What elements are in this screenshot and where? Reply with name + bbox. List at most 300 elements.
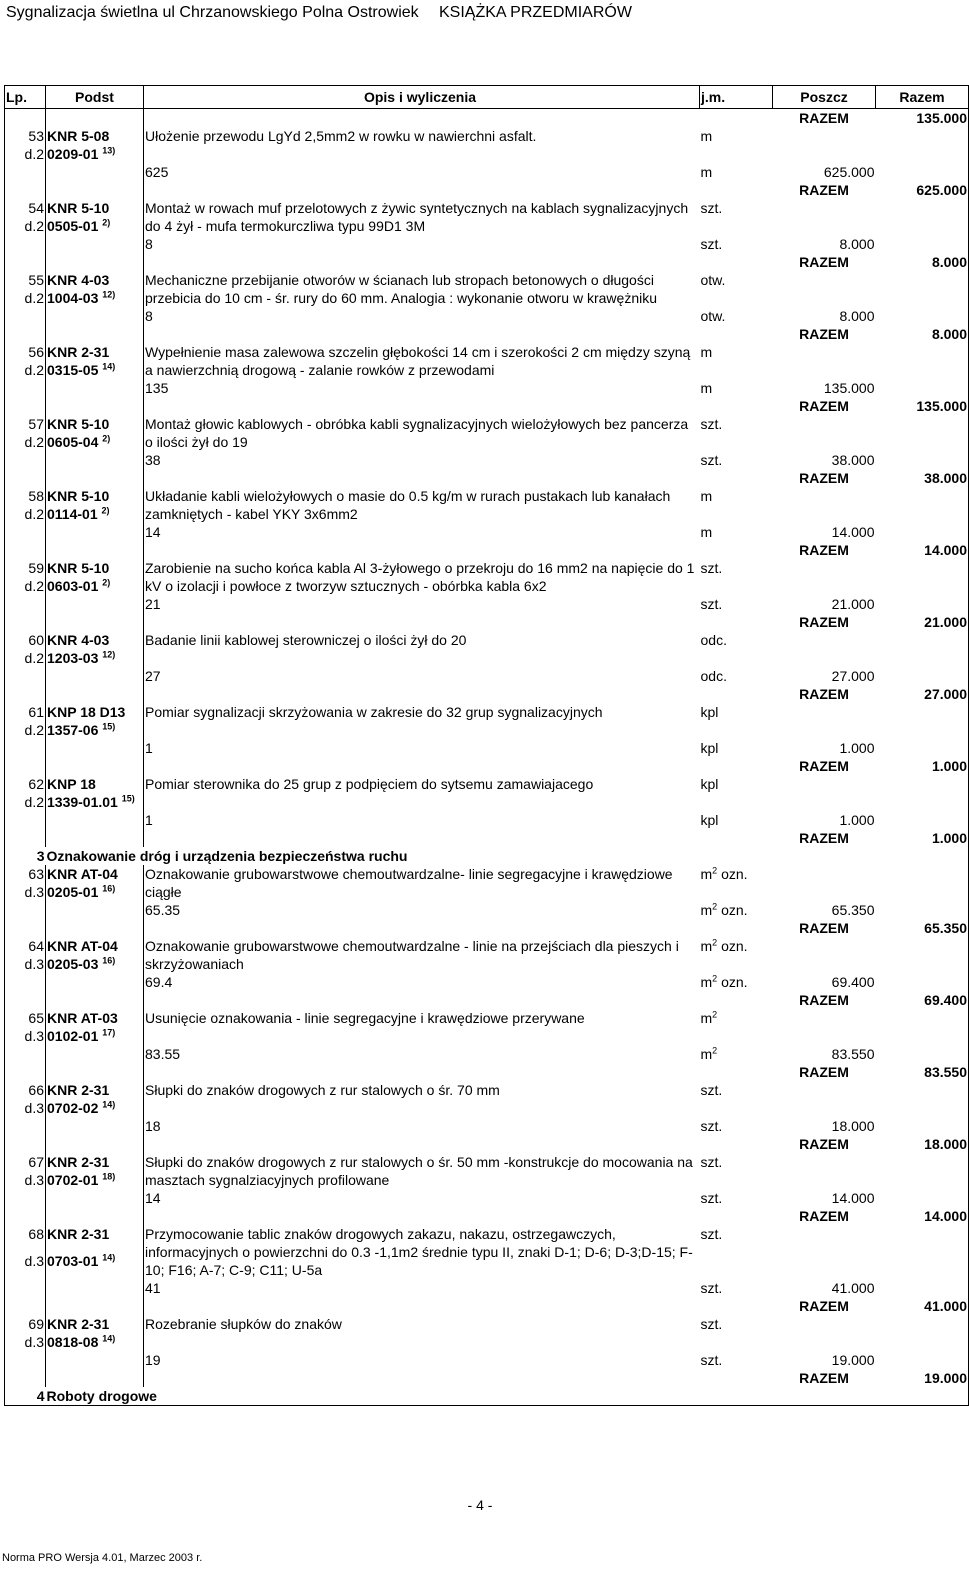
spacer <box>144 541 700 559</box>
razem-value: 625.000 <box>876 181 969 199</box>
spacer <box>5 325 46 343</box>
razem-label: RAZEM <box>799 830 849 846</box>
spacer <box>773 1171 876 1189</box>
spacer <box>773 505 876 523</box>
spacer <box>876 289 969 307</box>
catalog-number: 0603-01 <box>47 578 99 594</box>
razem-value: 135.000 <box>876 397 969 415</box>
item-code: KNR 5-10 <box>46 487 144 505</box>
spacer <box>876 1189 969 1207</box>
item-section-ref: d.2 <box>5 577 46 595</box>
spacer <box>876 667 969 685</box>
spacer <box>876 127 969 145</box>
catalog-number: 1357-06 <box>47 722 99 738</box>
item-description: Usunięcie oznakowania - linie segregacyjne i krawędziowe przerywane <box>145 1010 585 1026</box>
spacer <box>700 685 773 703</box>
spacer <box>773 433 876 451</box>
item-unit: szt. <box>700 1154 723 1170</box>
spacer <box>700 397 773 415</box>
item-quantity: 21 <box>145 596 161 612</box>
spacer <box>773 1099 876 1117</box>
spacer <box>773 577 876 595</box>
spacer <box>700 721 773 739</box>
spacer <box>700 883 773 901</box>
item-poszcz: 41.000 <box>831 1280 875 1296</box>
razem-row <box>5 613 969 631</box>
item-catalog-position <box>46 433 144 451</box>
spacer <box>700 253 773 271</box>
item-lp: 53 <box>5 127 46 145</box>
spacer <box>876 649 969 667</box>
razem-label: RAZEM <box>799 110 849 126</box>
spacer <box>700 919 773 937</box>
catalog-number: 0702-01 <box>47 1172 99 1188</box>
razem-value: 21.000 <box>876 613 969 631</box>
spacer <box>773 361 876 379</box>
item-row <box>5 1081 969 1099</box>
spacer <box>5 253 46 271</box>
item-lp: 56 <box>5 343 46 361</box>
razem-value: 19.000 <box>876 1369 969 1387</box>
spacer <box>876 1027 969 1045</box>
razem-row <box>5 829 969 847</box>
item-section-ref: d.3 <box>5 1027 46 1045</box>
spacer <box>700 469 773 487</box>
razem-value: 8.000 <box>876 253 969 271</box>
spacer <box>46 757 144 775</box>
item-description: Wypełnienie masa zalewowa szczelin głębokości 14 cm i szerokości 2 cm między szyną a nawierzchnią drogową - zalanie rowków z przewodami <box>145 344 691 378</box>
item-code: KNR 2-31 <box>46 1153 144 1171</box>
item-quantity-unit: szt. <box>700 1352 723 1368</box>
spacer <box>876 577 969 595</box>
spacer <box>46 379 144 397</box>
footnote-ref: 16) <box>102 883 116 894</box>
spacer <box>876 1315 969 1333</box>
lp-empty <box>5 109 46 128</box>
spacer <box>876 865 969 883</box>
spacer <box>773 271 876 289</box>
item-code: KNR 5-08 <box>46 127 144 145</box>
item-lp: 59 <box>5 559 46 577</box>
item-poszcz: 625.000 <box>823 164 875 180</box>
footnote-ref: 12) <box>102 649 116 660</box>
spacer <box>5 1135 46 1153</box>
item-unit: m <box>700 128 713 144</box>
catalog-number: 1339-01.01 <box>47 794 118 810</box>
item-unit: $m^2$ ozn. <box>700 865 748 882</box>
item-code: KNR AT-04 <box>46 865 144 883</box>
spacer <box>46 667 144 685</box>
item-code: KNR 5-10 <box>46 559 144 577</box>
spacer <box>876 883 969 901</box>
item-description: Przymocowanie tablic znaków drogowych zakazu, nakazu, ostrzegawczych, informacyjnych o powierzchni do 0.3 -1,1m2 średnie typu II, znaki D-1; D-6; D-3;D-15; F-10; F16; A-7; C-9; C11; U-5a <box>145 1226 693 1278</box>
footnote-ref: 15) <box>121 793 135 804</box>
spacer <box>773 487 876 505</box>
item-catalog-position <box>46 1252 144 1279</box>
razem-value: 65.350 <box>876 919 969 937</box>
item-unit: m <box>700 344 713 360</box>
item-quantity: 65.35 <box>145 902 181 918</box>
item-description: Słupki do znaków drogowych z rur stalowych o śr. 50 mm -konstrukcje do mocowania na masztach sygnalziacyjnych profilowane <box>145 1154 693 1188</box>
spacer <box>144 991 700 1009</box>
spacer <box>700 649 773 667</box>
item-poszcz: 14.000 <box>831 524 875 540</box>
razem-label: RAZEM <box>799 920 849 936</box>
razem-value: 18.000 <box>876 1135 969 1153</box>
spacer <box>144 253 700 271</box>
spacer <box>5 595 46 613</box>
spacer <box>773 145 876 163</box>
item-poszcz: 18.000 <box>831 1118 875 1134</box>
spacer <box>773 289 876 307</box>
spacer <box>46 973 144 991</box>
item-section-ref: d.2 <box>5 361 46 379</box>
spacer <box>876 343 969 361</box>
razem-label: RAZEM <box>799 254 849 270</box>
razem-row <box>5 685 969 703</box>
footnote-ref: 2) <box>102 577 111 588</box>
desc-empty <box>144 109 700 128</box>
spacer <box>876 1225 969 1252</box>
item-description: Badanie linii kablowej sterowniczej o ilości żył do 20 <box>145 632 467 648</box>
razem-row <box>5 1369 969 1387</box>
razem-value: 27.000 <box>876 685 969 703</box>
spacer <box>5 163 46 181</box>
col-jm: j.m. <box>700 86 773 109</box>
spacer <box>46 1297 144 1315</box>
table-header-row <box>5 86 969 109</box>
item-lp: 65 <box>5 1009 46 1027</box>
item-quantity-row <box>5 451 969 469</box>
spacer <box>144 919 700 937</box>
item-quantity: 83.55 <box>145 1046 181 1062</box>
item-quantity-unit: m <box>700 380 713 396</box>
spacer <box>144 613 700 631</box>
item-unit: kpl <box>700 704 719 720</box>
spacer <box>700 1135 773 1153</box>
jm-empty <box>700 109 773 128</box>
spacer <box>46 523 144 541</box>
spacer <box>700 1369 773 1387</box>
item-catalog-position <box>46 361 144 379</box>
spacer <box>773 1333 876 1351</box>
spacer <box>700 289 773 307</box>
razem-row <box>5 325 969 343</box>
item-section-ref: d.3 <box>5 1099 46 1117</box>
section-row <box>5 1387 969 1406</box>
spacer <box>876 505 969 523</box>
spacer <box>700 757 773 775</box>
item-quantity: 135 <box>145 380 169 396</box>
section-title: Roboty drogowe <box>46 1387 969 1406</box>
spacer <box>773 1009 876 1027</box>
razem-label: RAZEM <box>799 1298 849 1314</box>
item-quantity-unit: szt. <box>700 1118 723 1134</box>
item-section-ref: d.3 <box>5 883 46 901</box>
item-lp: 64 <box>5 937 46 955</box>
spacer <box>5 1063 46 1081</box>
item-description: Oznakowanie grubowarstwowe chemoutwardzalne- linie segregacyjne i krawędziowe ciągłe <box>145 866 673 900</box>
spacer <box>46 397 144 415</box>
spacer <box>876 1351 969 1369</box>
spacer <box>700 1297 773 1315</box>
spacer <box>46 451 144 469</box>
item-catalog-position <box>46 883 144 901</box>
item-poszcz: 27.000 <box>831 668 875 684</box>
footnote-ref: 16) <box>102 955 116 966</box>
spacer <box>876 811 969 829</box>
catalog-number: 0702-02 <box>47 1100 99 1116</box>
razem-label: RAZEM <box>799 470 849 486</box>
spacer <box>700 1252 773 1279</box>
spacer <box>5 1351 46 1369</box>
item-section-ref: d.2 <box>5 433 46 451</box>
item-quantity-row <box>5 1045 969 1063</box>
item-quantity-row <box>5 739 969 757</box>
header-project-title: Sygnalizacja świetlna ul Chrzanowskiego Polna Ostrowiek <box>6 4 419 21</box>
razem-value: 69.400 <box>876 991 969 1009</box>
spacer <box>46 1045 144 1063</box>
spacer <box>876 217 969 235</box>
item-quantity-row <box>5 1189 969 1207</box>
item-quantity-row <box>5 667 969 685</box>
spacer <box>46 1207 144 1225</box>
spacer <box>5 1045 46 1063</box>
razem-value: 14.000 <box>876 541 969 559</box>
item-quantity-unit: otw. <box>700 308 726 324</box>
spacer <box>144 757 700 775</box>
spacer <box>876 1099 969 1117</box>
footer-software: Norma PRO Wersja 4.01, Marzec 2003 r. <box>2 1552 203 1564</box>
spacer <box>773 1153 876 1171</box>
spacer <box>5 991 46 1009</box>
item-unit: $m^2$ <box>700 1009 718 1026</box>
spacer <box>144 325 700 343</box>
item-quantity-unit: kpl <box>700 740 719 756</box>
item-quantity: 38 <box>145 452 161 468</box>
spacer <box>876 1153 969 1171</box>
spacer <box>5 757 46 775</box>
col-podst: Podst <box>46 86 144 109</box>
item-lp: 60 <box>5 631 46 649</box>
footnote-ref: 18) <box>102 1171 116 1182</box>
razem-label: RAZEM <box>799 992 849 1008</box>
spacer <box>144 181 700 199</box>
spacer <box>5 379 46 397</box>
item-poszcz: 21.000 <box>831 596 875 612</box>
item-quantity-row <box>5 379 969 397</box>
razem-value: 8.000 <box>876 325 969 343</box>
razem-value: 1.000 <box>876 757 969 775</box>
spacer <box>46 1117 144 1135</box>
spacer <box>700 541 773 559</box>
spacer <box>144 829 700 847</box>
section-title: Oznakowanie dróg i urządzenia bezpieczeństwa ruchu <box>46 847 969 865</box>
spacer <box>876 145 969 163</box>
spacer <box>700 181 773 199</box>
item-quantity-unit: szt. <box>700 1190 723 1206</box>
spacer <box>876 703 969 721</box>
spacer <box>876 721 969 739</box>
footnote-ref: 2) <box>101 505 110 516</box>
item-section-ref: d.2 <box>5 793 46 811</box>
spacer <box>876 937 969 955</box>
catalog-number: 0209-01 <box>47 146 99 162</box>
item-quantity: 14 <box>145 524 161 540</box>
spacer <box>876 415 969 433</box>
item-description: Zarobienie na sucho końca kabla Al 3-żyłowego o przekroju do 16 mm2 na napięcie do 1 kV o izolacji i powłoce z tworzyw sztucznych - obórbka kabla 6x2 <box>145 560 695 594</box>
item-code: KNR 4-03 <box>46 631 144 649</box>
item-lp: 69 <box>5 1315 46 1333</box>
spacer <box>700 505 773 523</box>
catalog-number: 0315-05 <box>47 362 99 378</box>
item-catalog-position <box>46 1333 144 1351</box>
spacer <box>876 487 969 505</box>
col-razem: Razem <box>876 86 969 109</box>
spacer <box>773 883 876 901</box>
spacer <box>700 793 773 811</box>
spacer <box>876 595 969 613</box>
item-poszcz: 8.000 <box>839 308 875 324</box>
catalog-number: 0505-01 <box>47 218 99 234</box>
col-poszcz: Poszcz <box>773 86 876 109</box>
item-catalog-position <box>46 793 144 811</box>
catalog-number: 0114-01 <box>47 506 98 522</box>
spacer <box>700 991 773 1009</box>
item-code: KNP 18 <box>46 775 144 793</box>
spacer <box>700 1171 773 1189</box>
item-row <box>5 127 969 145</box>
item-quantity-unit: m <box>700 164 713 180</box>
razem-value: 135.000 <box>876 109 969 128</box>
spacer <box>876 739 969 757</box>
razem-label: RAZEM <box>799 542 849 558</box>
spacer <box>5 181 46 199</box>
item-unit: m <box>700 488 713 504</box>
spacer <box>773 703 876 721</box>
item-lp: 58 <box>5 487 46 505</box>
item-row <box>5 1225 969 1252</box>
item-lp: 62 <box>5 775 46 793</box>
razem-label: RAZEM <box>799 758 849 774</box>
item-section-ref: d.3 <box>5 1171 46 1189</box>
item-description: Pomiar sygnalizacji skrzyżowania w zakresie do 32 grup sygnalizacyjnych <box>145 704 603 720</box>
section-row <box>5 847 969 865</box>
razem-row <box>5 1135 969 1153</box>
item-unit: szt. <box>700 1226 723 1242</box>
spacer <box>700 1099 773 1117</box>
item-catalog-position <box>46 289 144 307</box>
spacer <box>876 307 969 325</box>
spacer <box>46 613 144 631</box>
spacer <box>876 793 969 811</box>
item-unit: kpl <box>700 776 719 792</box>
spacer <box>876 973 969 991</box>
spacer <box>773 127 876 145</box>
razem-label: RAZEM <box>799 182 849 198</box>
spacer <box>5 541 46 559</box>
spacer <box>876 775 969 793</box>
spacer <box>5 829 46 847</box>
spacer <box>700 613 773 631</box>
item-unit: szt. <box>700 200 723 216</box>
item-quantity: 27 <box>145 668 161 684</box>
razem-value: 41.000 <box>876 1297 969 1315</box>
item-row <box>5 199 969 217</box>
spacer <box>46 541 144 559</box>
footnote-ref: 15) <box>102 721 116 732</box>
spacer <box>46 685 144 703</box>
spacer <box>876 451 969 469</box>
item-quantity-row <box>5 811 969 829</box>
item-quantity: 625 <box>145 164 169 180</box>
razem-row <box>5 1207 969 1225</box>
razem-label: RAZEM <box>799 398 849 414</box>
item-quantity-unit: odc. <box>700 668 727 684</box>
item-section-ref: d.2 <box>5 505 46 523</box>
spacer <box>144 469 700 487</box>
spacer <box>5 1207 46 1225</box>
razem-label: RAZEM <box>799 1064 849 1080</box>
item-section-ref: d.2 <box>5 145 46 163</box>
spacer <box>700 1207 773 1225</box>
spacer <box>46 1063 144 1081</box>
razem-value: 83.550 <box>876 1063 969 1081</box>
col-lp: Lp. <box>5 86 46 109</box>
item-description: Układanie kabli wielożyłowych o masie do 0.5 kg/m w rurach pustakach lub kanałach zamkniętych - kabel YKY 3x6mm2 <box>145 488 671 522</box>
item-quantity-unit: szt. <box>700 1280 723 1296</box>
item-quantity: 1 <box>145 812 153 828</box>
spacer <box>876 955 969 973</box>
item-poszcz: 1.000 <box>839 740 875 756</box>
razem-label: RAZEM <box>799 686 849 702</box>
spacer <box>876 523 969 541</box>
item-section-ref: d.2 <box>5 217 46 235</box>
spacer <box>876 199 969 217</box>
item-quantity-unit: kpl <box>700 812 719 828</box>
spacer <box>46 739 144 757</box>
spacer <box>876 379 969 397</box>
spacer <box>5 973 46 991</box>
spacer <box>773 1225 876 1252</box>
spacer <box>46 1369 144 1387</box>
item-quantity-row <box>5 307 969 325</box>
razem-row <box>5 1297 969 1315</box>
item-row <box>5 703 969 721</box>
item-quantity-unit: szt. <box>700 596 723 612</box>
spacer <box>773 415 876 433</box>
spacer <box>5 307 46 325</box>
spacer <box>46 901 144 919</box>
item-row <box>5 865 969 883</box>
item-row <box>5 1315 969 1333</box>
spacer <box>876 1009 969 1027</box>
item-description: Oznakowanie grubowarstwowe chemoutwardzalne - linie na przejściach dla pieszych i skrzyżowaniach <box>145 938 679 972</box>
razem-row <box>5 109 969 128</box>
item-catalog-position <box>46 577 144 595</box>
spacer <box>876 631 969 649</box>
item-row <box>5 487 969 505</box>
spacer <box>5 901 46 919</box>
item-section-ref: d.3 <box>5 955 46 973</box>
spacer <box>5 667 46 685</box>
item-quantity: 14 <box>145 1190 161 1206</box>
item-quantity: 18 <box>145 1118 161 1134</box>
razem-row <box>5 1063 969 1081</box>
spacer <box>876 1279 969 1297</box>
spacer <box>876 361 969 379</box>
spacer <box>46 1279 144 1297</box>
